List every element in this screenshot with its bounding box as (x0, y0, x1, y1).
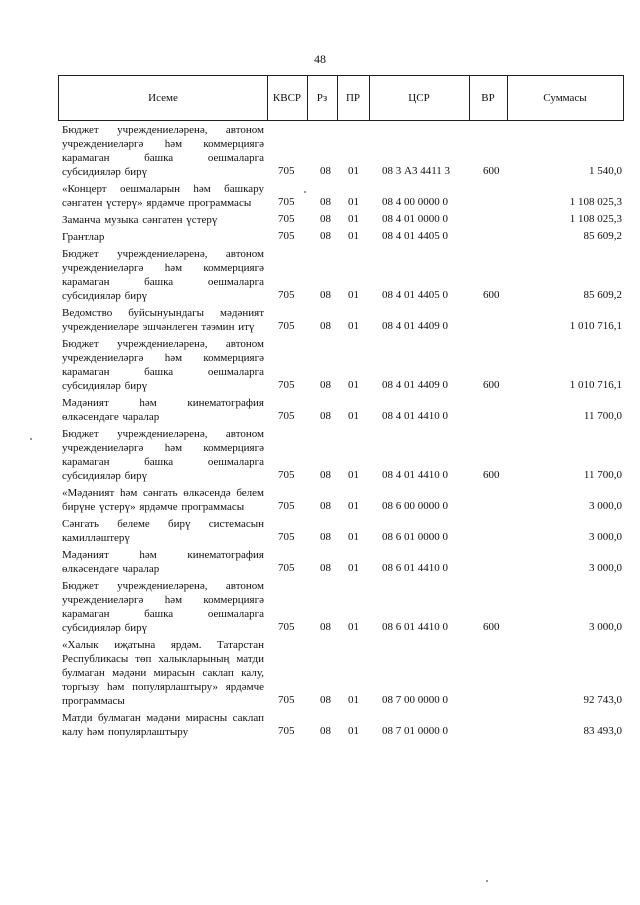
row-rz: 08 (320, 621, 331, 633)
row-name: Мәдәният һәм кинематография өлкәсендәге чаралар (62, 397, 264, 423)
row-rz: 08 (320, 230, 331, 242)
header-sum: Суммасы (543, 92, 587, 104)
header-csr: ЦСР (408, 92, 430, 104)
row-sum: 3 000,0 (589, 562, 622, 574)
row-pr: 01 (348, 165, 359, 177)
row-sum: 1 108 025,3 (569, 213, 622, 225)
row-name: Грантлар (62, 231, 105, 243)
row-rz: 08 (320, 289, 331, 301)
row-csr: 08 4 01 4405 0 (382, 289, 448, 301)
row-name: «Халык иҗатына ярдәм. Татарстан Республикасы төп халыкларының матди булмаган мәдәни мирасын саклап калу, торгызу һәм популярлаштыру» ярдәмче программасы (62, 639, 264, 707)
row-name: Сәнгать белеме бирү системасын камилләштерү (62, 518, 264, 544)
row-kvsr: 705 (278, 289, 295, 301)
page-number: 48 (314, 52, 326, 66)
row-vr: 600 (483, 289, 500, 301)
row-sum: 3 000,0 (589, 531, 622, 543)
row-rz: 08 (320, 410, 331, 422)
row-name: Ведомство буйсынуындагы мәдәният учреждениеләре эшчәнлеген тәэмин итү (62, 307, 264, 333)
row-kvsr: 705 (278, 621, 295, 633)
row-kvsr: 705 (278, 469, 295, 481)
table-row (62, 395, 622, 426)
row-pr: 01 (348, 410, 359, 422)
row-sum: 83 493,0 (583, 725, 622, 737)
row-csr: 08 6 01 4410 0 (382, 562, 448, 574)
row-pr: 01 (348, 562, 359, 574)
row-csr: 08 4 01 4405 0 (382, 230, 448, 242)
row-sum: 1 010 716,1 (569, 320, 622, 332)
row-sum: 3 000,0 (589, 621, 622, 633)
row-pr: 01 (348, 500, 359, 512)
row-pr: 01 (348, 725, 359, 737)
row-csr: 08 4 01 4409 0 (382, 320, 448, 332)
row-sum: 1 108 025,3 (569, 196, 622, 208)
row-sum: 1 010 716,1 (569, 379, 622, 391)
table-body (62, 122, 622, 741)
row-pr: 01 (348, 196, 359, 208)
row-rz: 08 (320, 379, 331, 391)
row-kvsr: 705 (278, 230, 295, 242)
row-name: Бюджет учреждениеләренә, автоном учреждениеләргә һәм коммерциягә карамаган башка оешмаларга субсидияләр бирү (62, 338, 264, 392)
row-rz: 08 (320, 469, 331, 481)
row-sum: 85 609,2 (583, 230, 622, 242)
row-name: Бюджет учреждениеләренә, автоном учреждениеләргә һәм коммерциягә карамаган башка оешмаларга субсидияләр бирү (62, 124, 264, 178)
row-name: «Мәдәният һәм сәнгать өлкәсендә белем бирүне үстерү» ярдәмче программасы (62, 487, 264, 513)
row-csr: 08 4 01 4409 0 (382, 379, 448, 391)
row-name: Мәдәният һәм кинематография өлкәсендәге чаралар (62, 549, 264, 575)
row-sum: 11 700,0 (583, 410, 622, 422)
row-kvsr: 705 (278, 196, 295, 208)
row-rz: 08 (320, 531, 331, 543)
table-header (58, 75, 624, 121)
scan-speck (304, 191, 306, 193)
row-name: Бюджет учреждениеләренә, автоном учреждениеләргә һәм коммерциягә карамаган башка оешмаларга субсидияләр бирү (62, 580, 264, 634)
table-row (62, 212, 622, 229)
row-pr: 01 (348, 320, 359, 332)
row-sum: 3 000,0 (589, 500, 622, 512)
row-rz: 08 (320, 165, 331, 177)
table-row (62, 485, 622, 516)
row-csr: 08 4 01 4410 0 (382, 469, 448, 481)
row-pr: 01 (348, 469, 359, 481)
row-pr: 01 (348, 213, 359, 225)
row-pr: 01 (348, 621, 359, 633)
row-rz: 08 (320, 500, 331, 512)
row-csr: 08 4 01 4410 0 (382, 410, 448, 422)
header-kvsr: КВСР (272, 92, 302, 104)
row-kvsr: 705 (278, 562, 295, 574)
row-kvsr: 705 (278, 725, 295, 737)
scan-speck (30, 438, 32, 440)
row-rz: 08 (320, 694, 331, 706)
row-name: Бюджет учреждениеләренә, автоном учреждениеләргә һәм коммерциягә карамаган башка оешмаларга субсидияләр бирү (62, 428, 264, 482)
table-row (62, 426, 622, 485)
row-name: «Концерт оешмаларын һәм башкару сәнгатен үстерү» ярдәмче программасы (62, 183, 264, 209)
row-sum: 1 540,0 (589, 165, 622, 177)
table-row (62, 710, 622, 741)
row-csr: 08 7 01 0000 0 (382, 725, 448, 737)
row-vr: 600 (483, 165, 500, 177)
table-row (62, 578, 622, 637)
table-row (62, 122, 622, 181)
row-kvsr: 705 (278, 694, 295, 706)
table-row (62, 547, 622, 578)
row-csr: 08 3 А3 4411 3 (382, 165, 451, 177)
row-vr: 600 (483, 469, 500, 481)
header-name: Исеме (148, 92, 178, 104)
row-kvsr: 705 (278, 320, 295, 332)
row-pr: 01 (348, 230, 359, 242)
header-vr: ВР (481, 92, 495, 104)
row-vr: 600 (483, 379, 500, 391)
table-row (62, 516, 622, 547)
row-kvsr: 705 (278, 531, 295, 543)
row-rz: 08 (320, 562, 331, 574)
row-sum: 11 700,0 (583, 469, 622, 481)
header-rz: Рз (316, 92, 328, 104)
row-rz: 08 (320, 725, 331, 737)
row-name: Бюджет учреждениеләренә, автоном учреждениеләргә һәм коммерциягә карамаган башка оешмаларга субсидияләр бирү (62, 248, 264, 302)
row-csr: 08 6 01 0000 0 (382, 531, 448, 543)
row-kvsr: 705 (278, 213, 295, 225)
row-rz: 08 (320, 213, 331, 225)
row-pr: 01 (348, 694, 359, 706)
row-csr: 08 6 00 0000 0 (382, 500, 448, 512)
row-kvsr: 705 (278, 379, 295, 391)
row-kvsr: 705 (278, 165, 295, 177)
table-row (62, 305, 622, 336)
table-row (62, 336, 622, 395)
table-row (62, 229, 622, 246)
row-sum: 92 743,0 (583, 694, 622, 706)
table-row (62, 181, 622, 212)
row-sum: 85 609,2 (583, 289, 622, 301)
row-kvsr: 705 (278, 410, 295, 422)
row-kvsr: 705 (278, 500, 295, 512)
row-csr: 08 4 00 0000 0 (382, 196, 448, 208)
row-pr: 01 (348, 379, 359, 391)
row-rz: 08 (320, 196, 331, 208)
header-pr: ПР (345, 92, 361, 104)
row-name: Заманча музыка сәнгатен үстерү (62, 214, 218, 226)
row-vr: 600 (483, 621, 500, 633)
row-name: Матди булмаган мәдәни мирасны саклап калу һәм популярлаштыру (62, 712, 264, 738)
table-row (62, 246, 622, 305)
row-csr: 08 7 00 0000 0 (382, 694, 448, 706)
table-row (62, 637, 622, 710)
row-pr: 01 (348, 289, 359, 301)
scan-speck (486, 880, 488, 882)
row-csr: 08 6 01 4410 0 (382, 621, 448, 633)
row-pr: 01 (348, 531, 359, 543)
row-csr: 08 4 01 0000 0 (382, 213, 448, 225)
row-rz: 08 (320, 320, 331, 332)
